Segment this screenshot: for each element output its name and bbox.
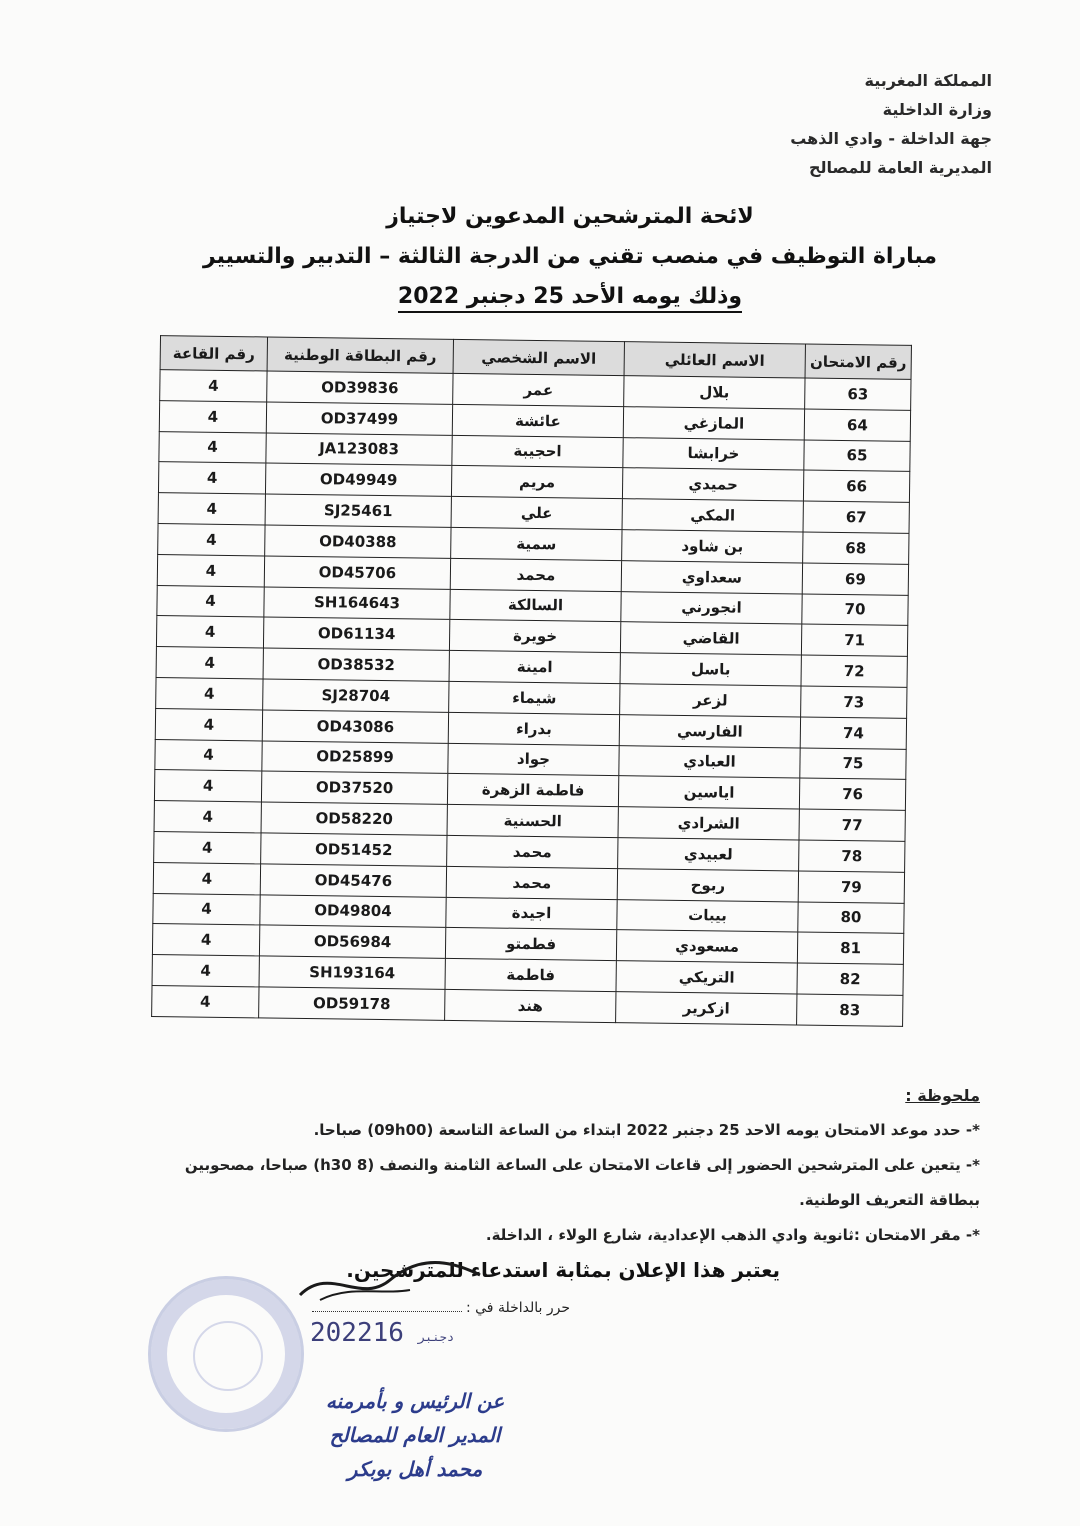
cell-first-name: السالكة <box>450 589 621 622</box>
header-first-name: الاسم الشخصي <box>453 339 624 375</box>
cell-cin: OD61134 <box>263 617 449 650</box>
cell-family-name: بلال <box>624 376 805 409</box>
letterhead <box>790 66 992 182</box>
cell-family-name: المازغي <box>623 406 804 439</box>
cell-room: 4 <box>157 585 264 617</box>
note-attendance: *- يتعين على المترشحين الحضور إلى قاعات الامتحان على الساعة الثامنة والنصف (8 h30) صباحا، مصحوبين <box>184 1156 980 1174</box>
cell-room: 4 <box>158 524 265 556</box>
cell-exam-no: 74 <box>800 717 906 749</box>
cell-exam-no: 65 <box>804 440 910 472</box>
cell-exam-no: 83 <box>797 994 903 1026</box>
announcement: يعتبر هذا الإعلان بمثابة استدعاء للمترشحين. <box>346 1258 780 1282</box>
cell-family-name: الشرادي <box>618 807 799 840</box>
cell-first-name: علي <box>451 497 622 530</box>
cell-first-name: جواد <box>448 743 619 776</box>
cell-room: 4 <box>154 801 261 833</box>
cell-room: 4 <box>153 893 260 925</box>
cell-exam-no: 68 <box>803 532 909 564</box>
cell-family-name: اياسين <box>618 776 799 809</box>
cell-room: 4 <box>152 985 259 1017</box>
cell-family-name: مسعودي <box>616 930 797 963</box>
cell-cin: OD56984 <box>259 925 445 958</box>
cell-cin: OD45476 <box>260 864 446 897</box>
header-room: رقم القاعة <box>160 336 267 371</box>
cell-first-name: اجيدة <box>446 897 617 930</box>
cell-exam-no: 79 <box>798 871 904 903</box>
cell-first-name: فاطمة الزهرة <box>447 774 618 807</box>
cell-cin: OD51452 <box>261 833 447 866</box>
cell-family-name: بيبات <box>617 899 798 932</box>
cell-exam-no: 70 <box>802 594 908 626</box>
cell-first-name: محمد <box>446 866 617 899</box>
cell-first-name: هند <box>445 989 616 1022</box>
document-title-line2: مباراة التوظيف في منصب تقني من الدرجة الثالثة – التدبير والتسيير <box>202 244 937 269</box>
cell-room: 4 <box>155 708 262 740</box>
cell-exam-no: 77 <box>799 809 905 841</box>
cell-room: 4 <box>152 955 259 987</box>
cell-room: 4 <box>156 616 263 648</box>
cell-family-name: المكي <box>622 499 803 532</box>
cell-room: 4 <box>157 554 264 586</box>
cell-exam-no: 73 <box>801 686 907 718</box>
cell-first-name: شيماء <box>449 681 620 714</box>
cell-cin: OD38532 <box>263 648 449 681</box>
signature-title: المدير العام للمصالح <box>329 1423 501 1447</box>
cell-cin: OD59178 <box>259 987 445 1020</box>
cell-cin: SJ25461 <box>265 494 451 527</box>
cell-room: 4 <box>155 739 262 771</box>
cell-family-name: ازكرير <box>616 992 797 1025</box>
note-attendance-cont: ببطاقة التعريف الوطنية. <box>799 1191 980 1209</box>
cell-first-name: محمد <box>450 558 621 591</box>
cell-exam-no: 76 <box>799 778 905 810</box>
document-title-line3 <box>200 284 940 309</box>
notes-section <box>140 1078 980 1253</box>
exam-date-title: وذلك يومه الأحد 25 دجنبر 2022 <box>398 284 742 313</box>
note-exam-location: *- مقر الامتحان :ثانوية وادي الذهب الإعدادية، شارع الولاء ، الداخلة. <box>485 1226 980 1244</box>
cell-room: 4 <box>154 770 261 802</box>
cell-exam-no: 71 <box>801 624 907 656</box>
header-family-name: الاسم العائلي <box>624 342 805 378</box>
header-cin: رقم البطاقة الوطنية <box>267 337 453 373</box>
signature-name: محمد أهل بوبكر <box>347 1457 483 1481</box>
cell-cin: OD45706 <box>264 556 450 589</box>
letterhead-kingdom: المملكة المغربية <box>864 71 992 90</box>
seal-inner-ring <box>193 1321 263 1391</box>
cell-family-name: بن شاود <box>622 530 803 563</box>
cell-family-name: القاضي <box>620 622 801 655</box>
cell-room: 4 <box>153 862 260 894</box>
cell-room: 4 <box>154 831 261 863</box>
candidates-table-container <box>151 335 912 1027</box>
cell-first-name: احجيبة <box>452 435 623 468</box>
cell-cin: OD49949 <box>265 463 451 496</box>
cell-family-name: باسل <box>620 653 801 686</box>
cell-exam-no: 82 <box>797 963 903 995</box>
cell-first-name: بدراء <box>448 712 619 745</box>
cell-cin: SH164643 <box>264 587 450 620</box>
document-title-line1: لائحة المترشحين المدعوين لاجتياز <box>386 204 754 229</box>
place-date <box>300 1300 570 1316</box>
cell-exam-no: 66 <box>803 470 909 502</box>
cell-family-name: خرابشا <box>623 437 804 470</box>
cell-cin: OD49804 <box>260 894 446 927</box>
cell-first-name: خويرة <box>449 620 620 653</box>
cell-exam-no: 69 <box>802 563 908 595</box>
cell-family-name: انجورني <box>621 591 802 624</box>
cell-exam-no: 75 <box>800 748 906 780</box>
cell-cin: OD37499 <box>266 402 452 435</box>
official-seal <box>148 1276 304 1432</box>
cell-first-name: الحسنية <box>447 805 618 838</box>
place-date-dots <box>312 1311 462 1312</box>
date-month: دجنبر <box>417 1330 455 1344</box>
cell-cin: OD37520 <box>261 771 447 804</box>
cell-family-name: حميدي <box>622 468 803 501</box>
letterhead-ministry: وزارة الداخلية <box>882 100 992 119</box>
cell-family-name: سعداوي <box>621 560 802 593</box>
cell-cin: OD40388 <box>265 525 451 558</box>
cell-room: 4 <box>156 678 263 710</box>
cell-room: 4 <box>159 400 266 432</box>
cell-exam-no: 64 <box>804 409 910 441</box>
cell-exam-no: 63 <box>805 378 911 410</box>
cell-exam-no: 67 <box>803 501 909 533</box>
cell-family-name: التريكي <box>616 961 797 994</box>
header-exam-no: رقم الامتحان <box>805 344 911 379</box>
cell-exam-no: 72 <box>801 655 907 687</box>
cell-cin: OD39836 <box>267 371 453 404</box>
cell-first-name: سمية <box>451 527 622 560</box>
cell-room: 4 <box>152 924 259 956</box>
cell-cin: SJ28704 <box>263 679 449 712</box>
cell-first-name: امينة <box>449 651 620 684</box>
cell-family-name: لزعر <box>620 684 801 717</box>
cell-exam-no: 80 <box>798 902 904 934</box>
cell-family-name: لعبيدي <box>618 838 799 871</box>
cell-room: 4 <box>160 370 267 402</box>
cell-room: 4 <box>158 462 265 494</box>
cell-cin: OD43086 <box>262 710 448 743</box>
cell-first-name: فطمتو <box>445 928 616 961</box>
cell-family-name: الفارسي <box>619 714 800 747</box>
candidates-table <box>151 335 912 1027</box>
signature-line1: عن الرئيس و بأمرمنه <box>325 1389 505 1413</box>
cell-cin: SH193164 <box>259 956 445 989</box>
cell-first-name: فاطمة <box>445 959 616 992</box>
cell-cin: OD58220 <box>261 802 447 835</box>
cell-room: 4 <box>159 431 266 463</box>
signature-block <box>290 1384 540 1486</box>
cell-first-name: محمد <box>447 835 618 868</box>
letterhead-region: جهة الداخلة - وادي الذهب <box>790 129 992 148</box>
letterhead-directorate: المديرية العامة للمصالح <box>809 158 992 177</box>
cell-exam-no: 81 <box>797 932 903 964</box>
date-day: 16 <box>372 1318 404 1348</box>
date-stamp <box>310 1318 468 1348</box>
note-exam-time: *- حدد موعد الامتحان يومه الاحد 25 دجنبر 2022 ابتداء من الساعة التاسعة (09h00) صباحا. <box>313 1121 980 1139</box>
cell-room: 4 <box>156 647 263 679</box>
cell-first-name: مريم <box>451 466 622 499</box>
cell-cin: JA123083 <box>266 433 452 466</box>
cell-family-name: العبادي <box>619 745 800 778</box>
cell-room: 4 <box>158 493 265 525</box>
date-year: 2022 <box>310 1318 373 1348</box>
cell-cin: OD25899 <box>262 741 448 774</box>
cell-first-name: عائشة <box>452 404 623 437</box>
cell-first-name: عمر <box>453 373 624 406</box>
cell-family-name: ربوح <box>617 868 798 901</box>
notes-title: ملحوظة : <box>905 1086 980 1105</box>
cell-exam-no: 78 <box>799 840 905 872</box>
place-date-label: حرر بالداخلة في : <box>465 1300 570 1316</box>
